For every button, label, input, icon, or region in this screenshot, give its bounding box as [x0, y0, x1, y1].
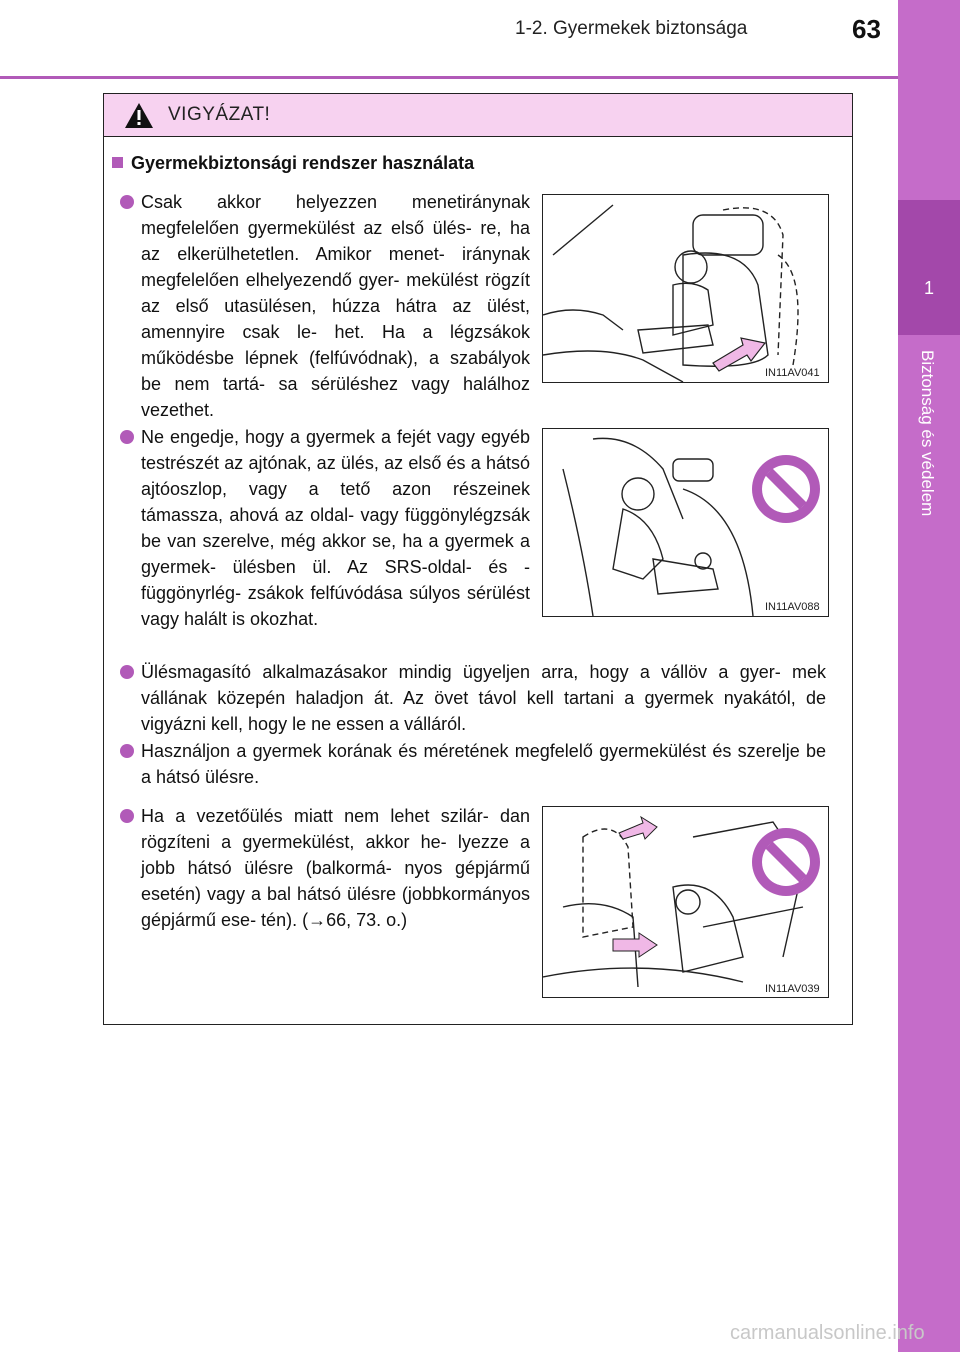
figure-child-seat	[542, 194, 829, 383]
child-seat-behind-driver-prohibited-illustration	[543, 807, 828, 997]
bullet-item	[141, 659, 826, 737]
warning-header	[104, 94, 852, 137]
bullet-text: Ha a vezetőülés miatt nem lehet szilár- dan rögzíteni a gyermekülést, akkor he- lyezze a jobb hátsó ülésre (balkormá- nyos gépjármű esetén) vagy a bal hátsó ülésre (jobbkormányos gépjármű ese- tén). (→66, 73. o.)	[141, 806, 530, 930]
page-number: 63	[852, 14, 881, 44]
running-header: 1-2. Gyermekek biztonsága	[515, 18, 748, 39]
square-bullet-icon	[112, 157, 123, 168]
bullet-text: Ülésmagasító alkalmazásakor mindig ügyeljen arra, hogy a vállöv a gyer- mek vállának közepén haladjon át. Az övet távol kell tartani a gyermek nyakától, de vigyázni kell, hogy le ne essen a válláról.	[141, 662, 826, 734]
header-divider	[0, 76, 898, 79]
bullet-item	[141, 189, 530, 423]
prohibited-icon	[752, 828, 820, 896]
figure-code: IN11AV041	[765, 367, 820, 379]
bullet-dot-icon	[120, 809, 134, 823]
bullet-dot-icon	[120, 665, 134, 679]
watermark: carmanualsonline.info	[730, 1322, 925, 1344]
bullet-dot-icon	[120, 744, 134, 758]
figure-behind-driver	[542, 806, 829, 998]
forward-facing-child-seat-illustration	[543, 195, 828, 382]
chapter-title: Biztonság és védelem	[918, 350, 937, 517]
bullet-dot-icon	[120, 195, 134, 209]
bullet-text: Használjon a gyermek korának és méretének megfelelő gyermekülést és szerelje be a hátsó ülésre.	[141, 741, 826, 787]
chapter-number: 1	[923, 278, 934, 298]
child-leaning-on-door-prohibited-illustration	[543, 429, 828, 616]
chapter-number-tab	[898, 200, 960, 335]
bullet-item	[141, 738, 826, 790]
section-title-text: Gyermekbiztonsági rendszer használata	[131, 153, 475, 173]
section-title	[112, 153, 474, 174]
figure-code: IN11AV088	[765, 601, 820, 613]
bullet-text: Csak akkor helyezzen menetiránynak megfelelően gyermekülést az első ülés- re, ha az elkerülhetetlen. Amikor menet- iránynak megfelelően elhelyezendő gyer- mekülést rögzít az első utasülésen, húzza hátra az ülést, amennyire csak le- het. Ha a légzsákok működésbe lépnek (felfúvódnak), a szabályok be nem tartá- sa sérüléshez vagy halálhoz vezethet.	[141, 192, 530, 420]
bullet-item	[141, 424, 530, 632]
bullet-item	[141, 803, 530, 933]
warning-title: VIGYÁZAT!	[168, 104, 271, 125]
bullet-dot-icon	[120, 430, 134, 444]
warning-triangle-icon	[124, 102, 154, 129]
bullet-text: Ne engedje, hogy a gyermek a fejét vagy egyéb testrészét az ajtónak, az ülés, az első és a hátsó ajtóoszlop, vagy a tető azon részeinek támassza, ahová az oldal- vagy függönylégzsák be van szerelve, még akkor se, ha a gyermek a gyermek- ülésben ül. Az SRS-oldal- és -függönyrlég- zsákok felfúvódása súlyos sérülést vagy halált is okozhat.	[141, 427, 530, 629]
figure-door-lean	[542, 428, 829, 617]
prohibited-icon	[752, 455, 820, 523]
figure-code: IN11AV039	[765, 983, 820, 995]
